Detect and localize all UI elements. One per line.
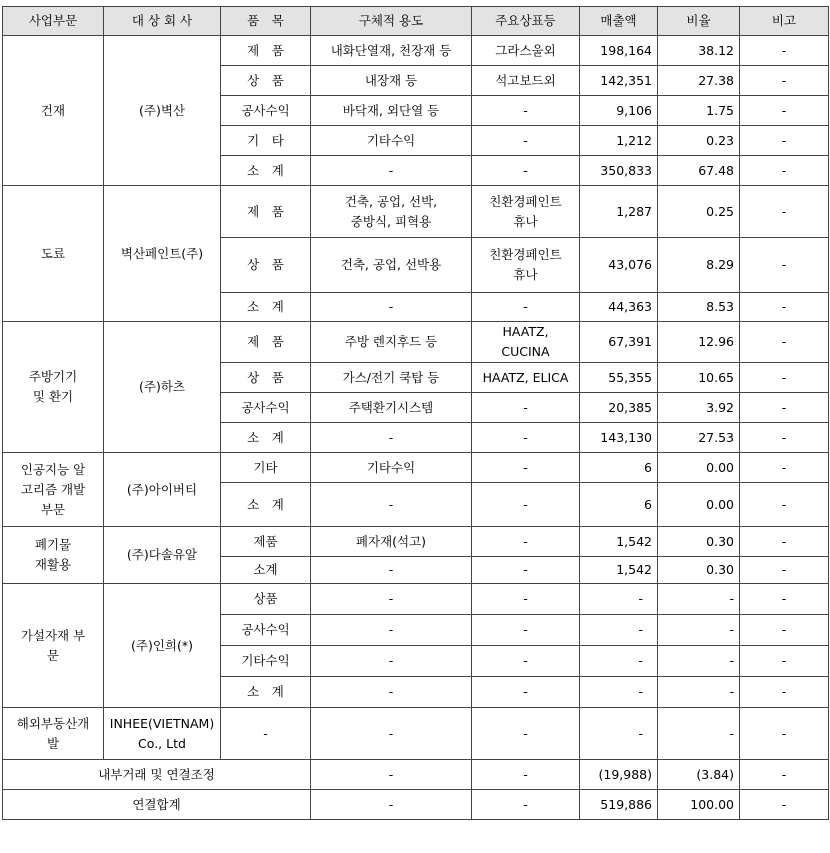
segment-name: 인공지능 알 고리즘 개발 부문 <box>3 453 104 527</box>
ratio-cell: 1.75 <box>658 96 740 126</box>
sales-cell: 1,287 <box>580 186 658 238</box>
use-cell: 건축, 공업, 선박용 <box>311 238 472 293</box>
item-cell: 소계 <box>221 557 311 584</box>
note-cell: - <box>740 708 829 760</box>
sales-cell: 43,076 <box>580 238 658 293</box>
summary-label: 내부거래 및 연결조정 <box>3 760 311 790</box>
table-row <box>3 527 829 557</box>
item-cell: 기타 <box>221 453 311 483</box>
item-cell: 공사수익 <box>221 96 311 126</box>
note-cell: - <box>740 615 829 646</box>
segment-name: 건재 <box>3 36 104 186</box>
note-cell: - <box>740 293 829 322</box>
use-cell: - <box>311 790 472 820</box>
item-cell: 제 품 <box>221 322 311 363</box>
note-cell: - <box>740 96 829 126</box>
header-ratio: 비율 <box>658 7 740 36</box>
sales-cell: - <box>580 615 658 646</box>
item-cell: - <box>221 708 311 760</box>
sales-cell: 1,542 <box>580 527 658 557</box>
brand-cell: - <box>472 483 580 527</box>
ratio-cell: - <box>658 708 740 760</box>
note-cell: - <box>740 483 829 527</box>
sales-cell: 6 <box>580 483 658 527</box>
sales-cell: 9,106 <box>580 96 658 126</box>
ratio-cell: 10.65 <box>658 363 740 393</box>
header-company: 대 상 회 사 <box>104 7 221 36</box>
header-brand: 주요상표등 <box>472 7 580 36</box>
brand-cell: - <box>472 584 580 615</box>
note-cell: - <box>740 760 829 790</box>
item-cell: 공사수익 <box>221 615 311 646</box>
summary-row <box>3 760 829 790</box>
table-body <box>3 36 829 820</box>
use-cell: 내장재 등 <box>311 66 472 96</box>
brand-cell: - <box>472 423 580 453</box>
table-row <box>3 36 829 66</box>
table-row <box>3 453 829 483</box>
sales-cell: 350,833 <box>580 156 658 186</box>
use-cell: - <box>311 677 472 708</box>
note-cell: - <box>740 238 829 293</box>
use-cell: 건축, 공업, 선박, 중방식, 피혁용 <box>311 186 472 238</box>
brand-cell: - <box>472 760 580 790</box>
note-cell: - <box>740 677 829 708</box>
note-cell: - <box>740 66 829 96</box>
company-name: INHEE(VIETNAM) Co., Ltd <box>104 708 221 760</box>
brand-cell: - <box>472 453 580 483</box>
use-cell: - <box>311 293 472 322</box>
header-item: 품 목 <box>221 7 311 36</box>
use-cell: 바닥재, 외단열 등 <box>311 96 472 126</box>
ratio-cell: - <box>658 615 740 646</box>
note-cell: - <box>740 322 829 363</box>
brand-cell: - <box>472 615 580 646</box>
sales-table <box>2 6 829 820</box>
header-segment: 사업부문 <box>3 7 104 36</box>
segment-name: 해외부동산개 발 <box>3 708 104 760</box>
ratio-cell: 0.30 <box>658 527 740 557</box>
segment-name: 도료 <box>3 186 104 322</box>
header-row <box>3 7 829 36</box>
segment-name: 주방기기 및 환기 <box>3 322 104 453</box>
note-cell: - <box>740 557 829 584</box>
ratio-cell: (3.84) <box>658 760 740 790</box>
header-use: 구체적 용도 <box>311 7 472 36</box>
sales-cell: 44,363 <box>580 293 658 322</box>
brand-cell: 그라스울외 <box>472 36 580 66</box>
use-cell: 내화단열재, 천장재 등 <box>311 36 472 66</box>
use-cell: - <box>311 615 472 646</box>
sales-cell: 1,542 <box>580 557 658 584</box>
use-cell: 가스/전기 쿡탑 등 <box>311 363 472 393</box>
sales-cell: 55,355 <box>580 363 658 393</box>
company-name: (주)하츠 <box>104 322 221 453</box>
company-name: (주)아이버티 <box>104 453 221 527</box>
ratio-cell: 38.12 <box>658 36 740 66</box>
use-cell: - <box>311 423 472 453</box>
item-cell: 소 계 <box>221 677 311 708</box>
table-row <box>3 322 829 363</box>
segment-name: 폐기물 재활용 <box>3 527 104 584</box>
summary-label: 연결합계 <box>3 790 311 820</box>
sales-cell: 67,391 <box>580 322 658 363</box>
header-sales: 매출액 <box>580 7 658 36</box>
use-cell: - <box>311 708 472 760</box>
brand-cell: HAATZ, CUCINA <box>472 322 580 363</box>
item-cell: 상품 <box>221 584 311 615</box>
company-name: (주)다솔유알 <box>104 527 221 584</box>
ratio-cell: - <box>658 646 740 677</box>
table-row <box>3 186 829 238</box>
note-cell: - <box>740 453 829 483</box>
ratio-cell: 12.96 <box>658 322 740 363</box>
ratio-cell: 0.00 <box>658 483 740 527</box>
sales-cell: - <box>580 584 658 615</box>
item-cell: 제 품 <box>221 36 311 66</box>
table-row <box>3 584 829 615</box>
sales-cell: 519,886 <box>580 790 658 820</box>
ratio-cell: - <box>658 677 740 708</box>
item-cell: 제품 <box>221 527 311 557</box>
note-cell: - <box>740 126 829 156</box>
brand-cell: - <box>472 646 580 677</box>
note-cell: - <box>740 36 829 66</box>
company-name: (주)벽산 <box>104 36 221 186</box>
use-cell: - <box>311 760 472 790</box>
use-cell: 폐자재(석고) <box>311 527 472 557</box>
note-cell: - <box>740 393 829 423</box>
brand-cell: - <box>472 677 580 708</box>
sales-cell: - <box>580 677 658 708</box>
ratio-cell: 8.53 <box>658 293 740 322</box>
ratio-cell: 0.30 <box>658 557 740 584</box>
note-cell: - <box>740 584 829 615</box>
use-cell: - <box>311 584 472 615</box>
brand-cell: 친환경페인트 휴나 <box>472 238 580 293</box>
note-cell: - <box>740 646 829 677</box>
note-cell: - <box>740 363 829 393</box>
brand-cell: - <box>472 156 580 186</box>
table-row <box>3 708 829 760</box>
brand-cell: - <box>472 293 580 322</box>
note-cell: - <box>740 790 829 820</box>
brand-cell: - <box>472 393 580 423</box>
item-cell: 소 계 <box>221 293 311 322</box>
use-cell: - <box>311 483 472 527</box>
item-cell: 상 품 <box>221 66 311 96</box>
use-cell: 기타수익 <box>311 453 472 483</box>
item-cell: 상 품 <box>221 363 311 393</box>
sales-cell: 198,164 <box>580 36 658 66</box>
item-cell: 기 타 <box>221 126 311 156</box>
header-note: 비고 <box>740 7 829 36</box>
brand-cell: 친환경페인트 휴나 <box>472 186 580 238</box>
item-cell: 제 품 <box>221 186 311 238</box>
use-cell: 주택환기시스템 <box>311 393 472 423</box>
ratio-cell: 27.38 <box>658 66 740 96</box>
sales-cell: 142,351 <box>580 66 658 96</box>
note-cell: - <box>740 423 829 453</box>
use-cell: - <box>311 156 472 186</box>
use-cell: 기타수익 <box>311 126 472 156</box>
sales-cell: (19,988) <box>580 760 658 790</box>
use-cell: - <box>311 646 472 677</box>
brand-cell: - <box>472 527 580 557</box>
sales-cell: 1,212 <box>580 126 658 156</box>
item-cell: 상 품 <box>221 238 311 293</box>
company-name: 벽산페인트(주) <box>104 186 221 322</box>
brand-cell: - <box>472 96 580 126</box>
ratio-cell: 3.92 <box>658 393 740 423</box>
brand-cell: 석고보드외 <box>472 66 580 96</box>
ratio-cell: 27.53 <box>658 423 740 453</box>
sales-cell: 20,385 <box>580 393 658 423</box>
summary-row <box>3 790 829 820</box>
ratio-cell: - <box>658 584 740 615</box>
segment-name: 가설자재 부 문 <box>3 584 104 708</box>
use-cell: - <box>311 557 472 584</box>
ratio-cell: 100.00 <box>658 790 740 820</box>
ratio-cell: 0.00 <box>658 453 740 483</box>
brand-cell: - <box>472 708 580 760</box>
ratio-cell: 8.29 <box>658 238 740 293</box>
sales-cell: 6 <box>580 453 658 483</box>
item-cell: 소 계 <box>221 483 311 527</box>
sales-cell: - <box>580 708 658 760</box>
note-cell: - <box>740 186 829 238</box>
item-cell: 소 계 <box>221 156 311 186</box>
use-cell: 주방 렌지후드 등 <box>311 322 472 363</box>
note-cell: - <box>740 156 829 186</box>
item-cell: 기타수익 <box>221 646 311 677</box>
ratio-cell: 0.23 <box>658 126 740 156</box>
sales-cell: - <box>580 646 658 677</box>
company-name: (주)인희(*) <box>104 584 221 708</box>
ratio-cell: 0.25 <box>658 186 740 238</box>
note-cell: - <box>740 527 829 557</box>
brand-cell: - <box>472 557 580 584</box>
ratio-cell: 67.48 <box>658 156 740 186</box>
sales-cell: 143,130 <box>580 423 658 453</box>
brand-cell: HAATZ, ELICA <box>472 363 580 393</box>
brand-cell: - <box>472 126 580 156</box>
brand-cell: - <box>472 790 580 820</box>
item-cell: 소 계 <box>221 423 311 453</box>
item-cell: 공사수익 <box>221 393 311 423</box>
